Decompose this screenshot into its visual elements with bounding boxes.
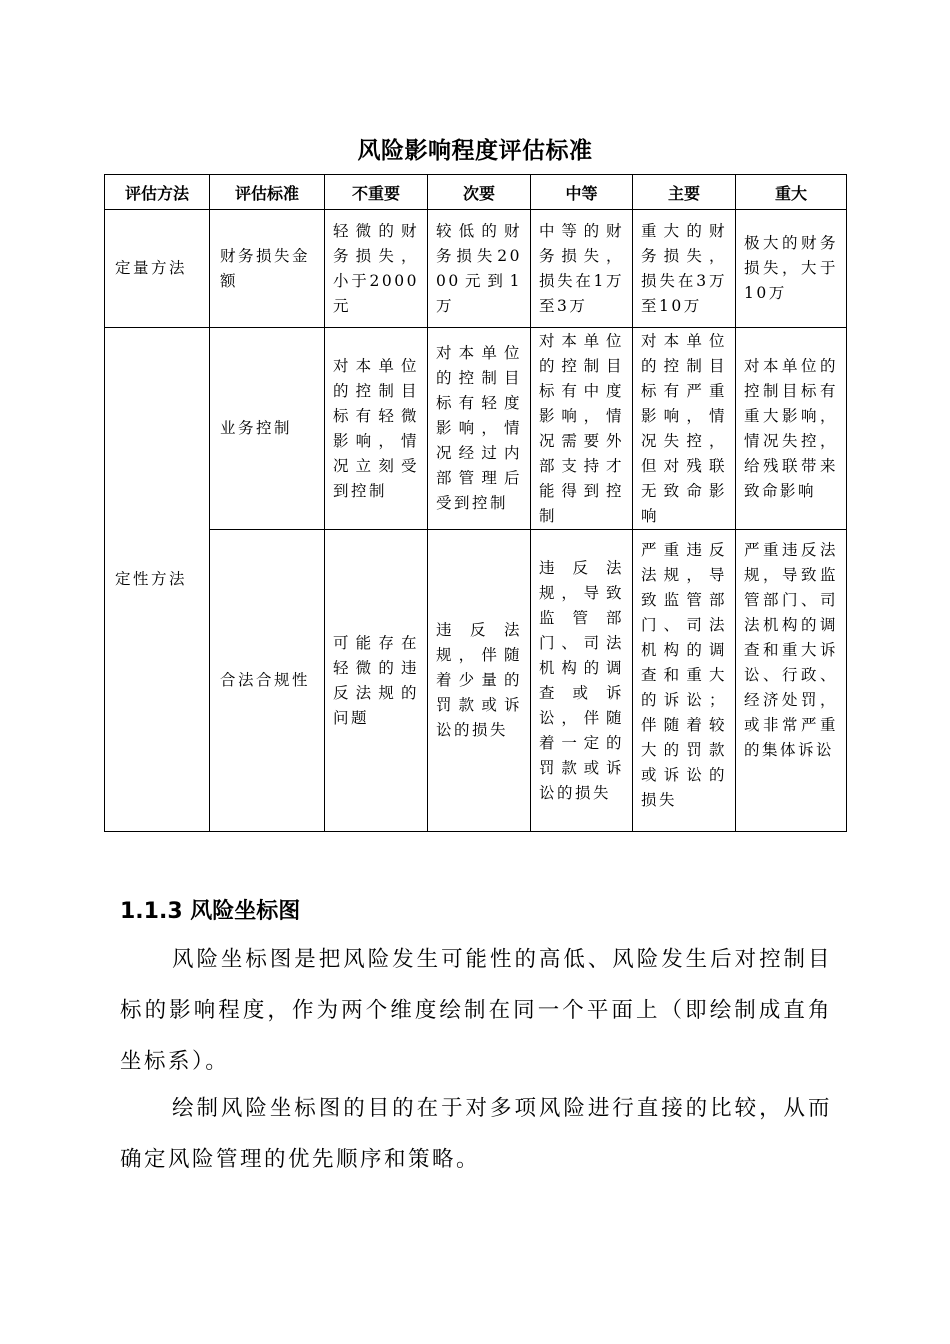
table-cell: 违反法规，伴随着少量的罚款或诉讼的损失 xyxy=(428,530,531,832)
table-header-row xyxy=(105,175,847,210)
table-cell: 对本单位的控制目标有重大影响，情况失控，给残联带来致命影响 xyxy=(736,328,847,530)
criterion-cell: 业务控制 xyxy=(210,328,325,530)
table-cell: 严重违反法规，导致监管部门、司法机构的调查和重大诉讼、行政、经济处罚，或非常严重的集体诉讼 xyxy=(736,530,847,832)
header-cell: 重大 xyxy=(736,175,847,210)
method-cell: 定性方法 xyxy=(105,328,210,832)
section-heading: 1.1.3 风险坐标图 xyxy=(120,899,301,924)
header-cell: 评估方法 xyxy=(105,175,210,210)
table-cell: 较低的财务损失2000元到1万 xyxy=(428,210,531,328)
header-cell: 不重要 xyxy=(325,175,428,210)
table-cell: 中等的财务损失，损失在1万至3万 xyxy=(531,210,633,328)
table-cell: 极大的财务损失，大于10万 xyxy=(736,210,847,328)
header-cell: 评估标准 xyxy=(210,175,325,210)
risk-impact-table xyxy=(104,174,847,832)
criterion-cell: 合法合规性 xyxy=(210,530,325,832)
header-cell: 主要 xyxy=(633,175,736,210)
table-row xyxy=(105,210,847,328)
table-cell: 轻微的财务损失，小于2000元 xyxy=(325,210,428,328)
header-cell: 中等 xyxy=(531,175,633,210)
criterion-cell: 财务损失金额 xyxy=(210,210,325,328)
table-cell: 对本单位的控制目标有轻度影响，情况经过内部管理后受到控制 xyxy=(428,328,531,530)
body-paragraph: 绘制风险坐标图的目的在于对多项风险进行直接的比较，从而确定风险管理的优先顺序和策略。 xyxy=(120,1096,832,1172)
header-cell: 次要 xyxy=(428,175,531,210)
table-cell: 对本单位的控制目标有严重影响，情况失控，但对残联无致命影响 xyxy=(633,328,736,530)
table-cell: 违反法规，导致监管部门、司法机构的调查或诉讼，伴随着一定的罚款或诉讼的损失 xyxy=(531,530,633,832)
table-cell: 对本单位的控制目标有轻微影响，情况立刻受到控制 xyxy=(325,328,428,530)
table-cell: 对本单位的控制目标有中度影响，情况需要外部支持才能得到控制 xyxy=(531,328,633,530)
table-row xyxy=(105,328,847,530)
body-paragraph: 风险坐标图是把风险发生可能性的高低、风险发生后对控制目标的影响程度，作为两个维度绘制在同一个平面上（即绘制成直角坐标系）。 xyxy=(120,947,832,1074)
table-cell: 可能存在轻微的违反法规的问题 xyxy=(325,530,428,832)
method-cell: 定量方法 xyxy=(105,210,210,328)
table-cell: 重大的财务损失，损失在3万至10万 xyxy=(633,210,736,328)
table-cell: 严重违反法规，导致监管部门、司法机构的调查和重大的诉讼；伴随着较大的罚款或诉讼的损失 xyxy=(633,530,736,832)
table-row xyxy=(105,530,847,832)
table-title: 风险影响程度评估标准 xyxy=(357,138,593,164)
